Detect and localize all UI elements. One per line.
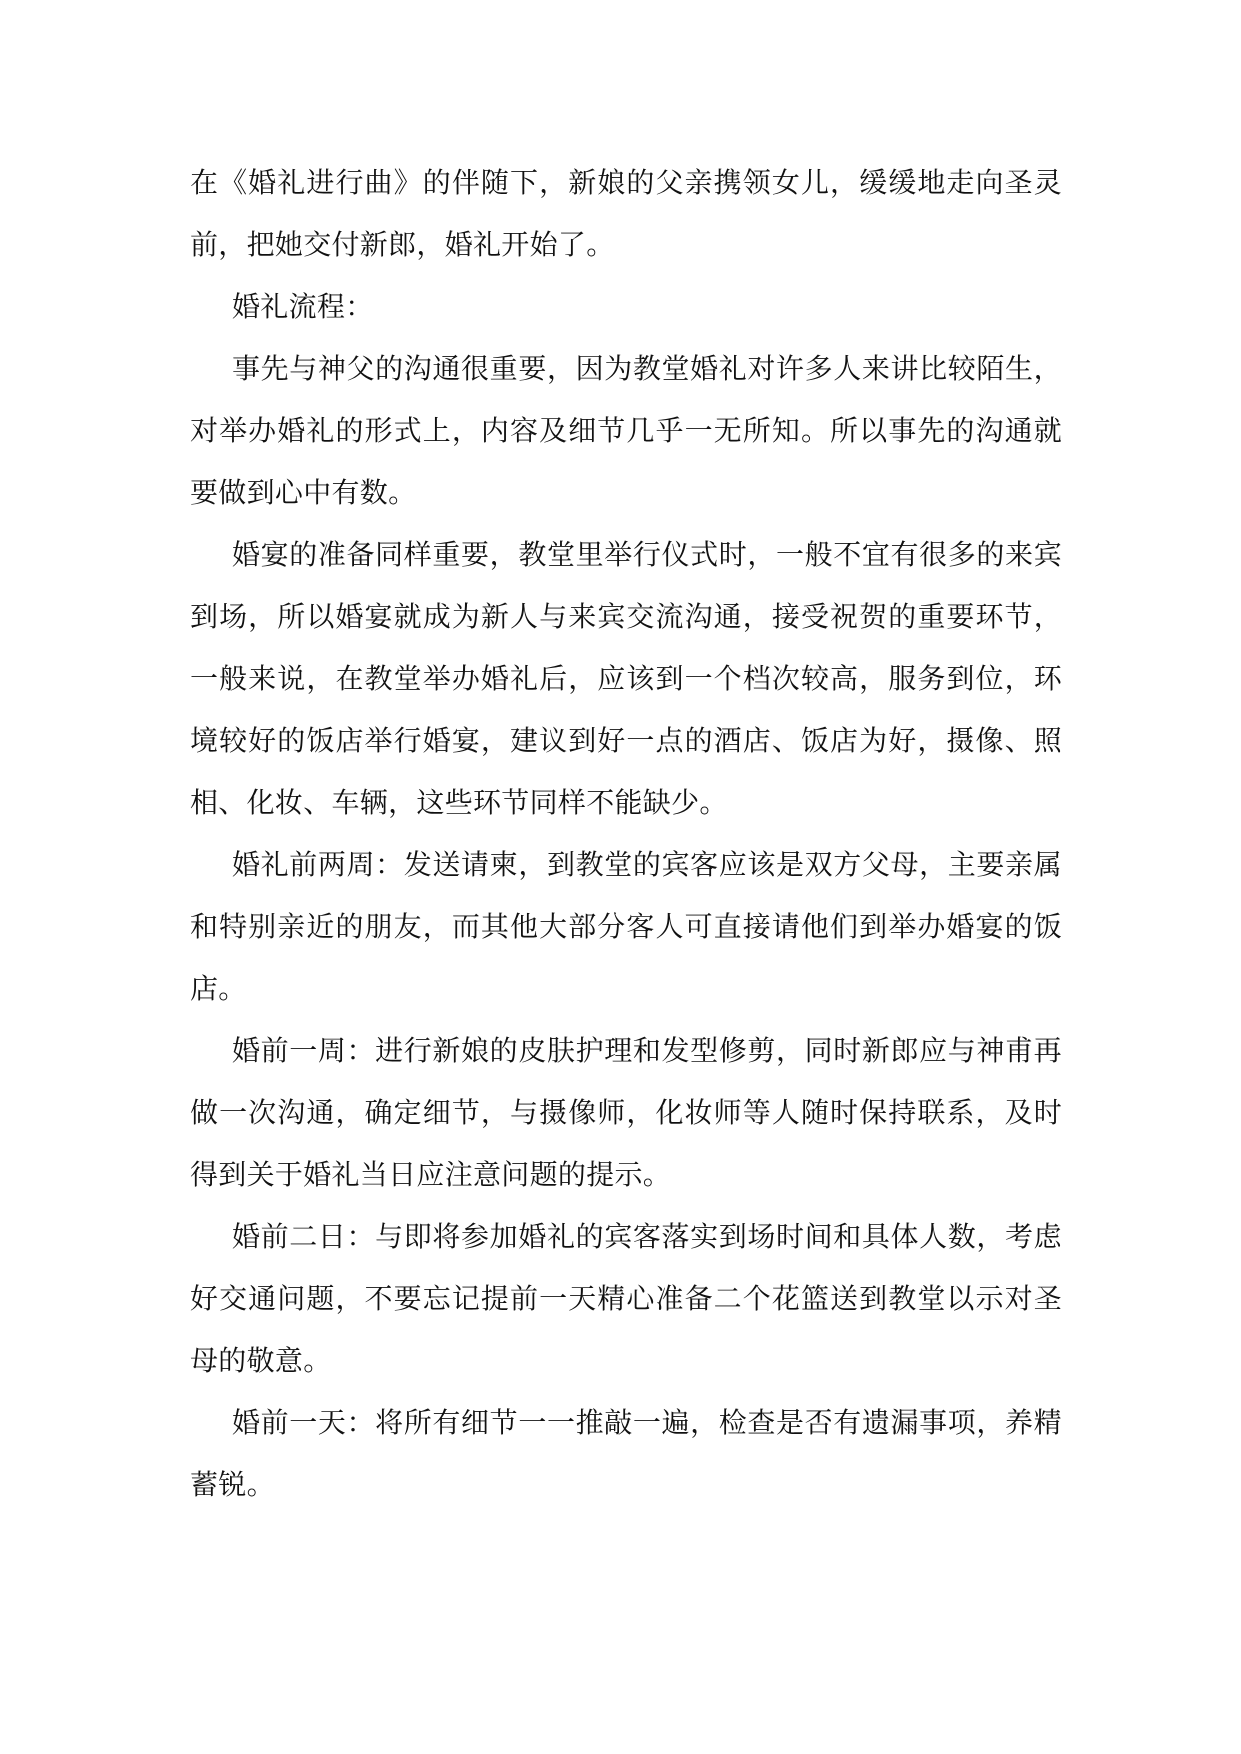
paragraph-one-week-before: 婚前一周：进行新娘的皮肤护理和发型修剪，同时新郎应与神甫再做一次沟通，确定细节，与摄像师，化妆师等人随时保持联系，及时得到关于婚礼当日应注意问题的提示。 [190, 1034, 1062, 1191]
paragraph-priest-communication: 事先与神父的沟通很重要，因为教堂婚礼对许多人来讲比较陌生，对举办婚礼的形式上，内容及细节几乎一无所知。所以事先的沟通就要做到心中有数。 [190, 352, 1062, 509]
paragraph-ceremony-start: 在《婚礼进行曲》的伴随下，新娘的父亲携领女儿，缓缓地走向圣灵前，把她交付新郎，婚礼开始了。 [190, 166, 1062, 261]
paragraph-two-days-before: 婚前二日：与即将参加婚礼的宾客落实到场时间和具体人数，考虑好交通问题，不要忘记提前一天精心准备二个花篮送到教堂以示对圣母的敬意。 [190, 1220, 1062, 1377]
paragraph-one-day-before: 婚前一天：将所有细节一一推敲一遍，检查是否有遗漏事项，养精蓄锐。 [190, 1406, 1062, 1501]
section-heading-wedding-process: 婚礼流程： [232, 290, 374, 323]
document-body [190, 152, 1062, 1516]
paragraph-two-weeks-before: 婚礼前两周：发送请柬，到教堂的宾客应该是双方父母，主要亲属和特别亲近的朋友，而其他大部分客人可直接请他们到举办婚宴的饭店。 [190, 848, 1062, 1005]
paragraph-banquet-preparation: 婚宴的准备同样重要，教堂里举行仪式时，一般不宜有很多的来宾到场，所以婚宴就成为新人与来宾交流沟通，接受祝贺的重要环节，一般来说，在教堂举办婚礼后，应该到一个档次较高，服务到位，环境较好的饭店举行婚宴，建议到好一点的酒店、饭店为好，摄像、照相、化妆、车辆，这些环节同样不能缺少。 [190, 538, 1062, 819]
